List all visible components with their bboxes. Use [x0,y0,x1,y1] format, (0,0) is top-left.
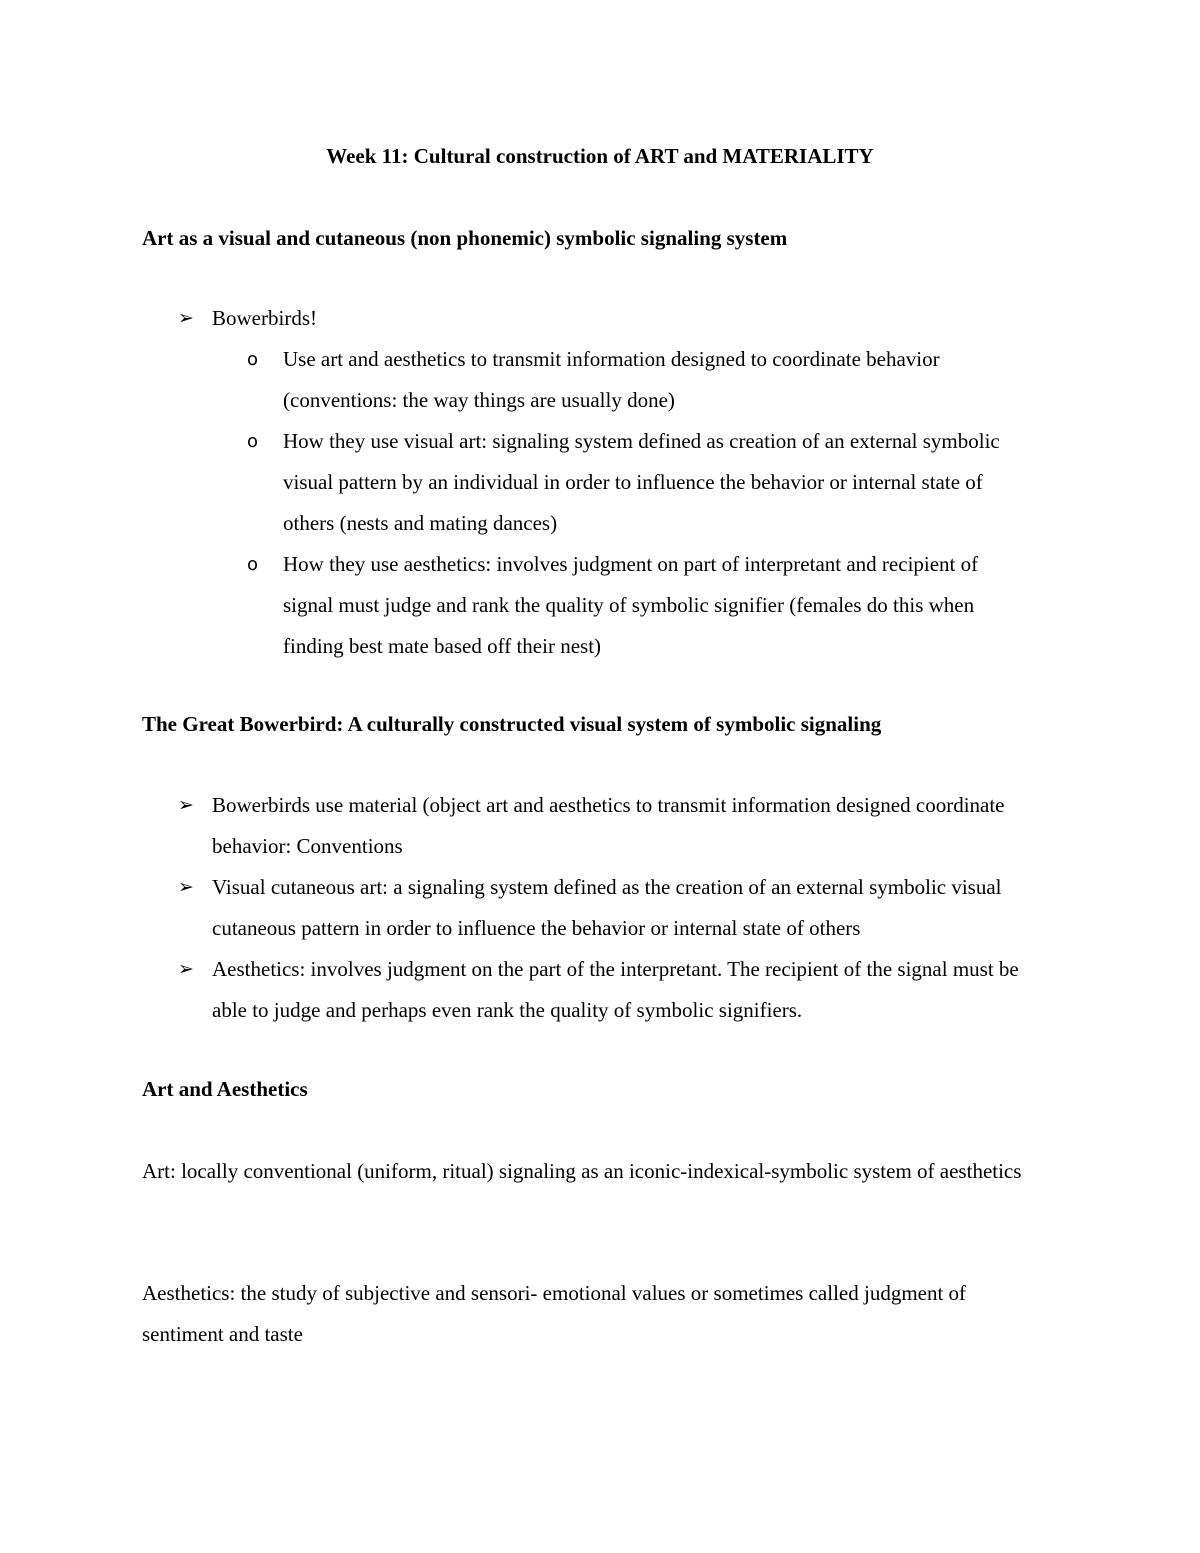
sub-list-item [245,421,1025,544]
list-item-text: Bowerbirds use material (object art and aesthetics to transmit information designed coordinate behavior: Conventions [212,793,1005,858]
arrow-bullet-icon: ➢ [178,958,194,980]
circle-bullet-icon: o [247,349,259,370]
section-heading-art-aesthetics: Art and Aesthetics [142,1077,308,1101]
circle-bullet-icon: o [247,554,259,575]
sub-list-item-text: Use art and aesthetics to transmit information designed to coordinate behavior (conventions: the way things are usually done) [283,347,940,412]
circle-bullet-icon: o [247,431,259,452]
section2-list [142,785,1052,1031]
arrow-bullet-icon: ➢ [178,794,194,816]
list-item-text: Aesthetics: involves judgment on the part of the interpretant. The recipient of the signal must be able to judge and perhaps even rank the quality of symbolic signifiers. [212,957,1019,1022]
arrow-bullet-icon: ➢ [178,876,194,898]
list-item [142,867,1052,949]
sub-list-item [245,544,1025,667]
arrow-bullet-icon: ➢ [178,307,194,329]
sub-list-item-text: How they use visual art: signaling system defined as creation of an external symbolic visual pattern by an individual in order to influence the behavior or internal state of others (nests and mating dances) [283,429,1000,535]
paragraph-aesthetics-definition: Aesthetics: the study of subjective and sensori- emotional values or sometimes called judgment of sentiment and taste [142,1281,967,1346]
list-item [142,785,1052,867]
section1-list [142,298,1052,667]
list-item-text: Bowerbirds! [212,306,317,330]
sub-list-item-text: How they use aesthetics: involves judgment on part of interpretant and recipient of signal must judge and rank the quality of symbolic signifier (females do this when finding best mate based off their nest) [283,552,979,658]
document-title: Week 11: Cultural construction of ART and MATERIALITY [326,144,874,168]
section-heading-great-bowerbird: The Great Bowerbird: A culturally constructed visual system of symbolic signaling [142,712,882,736]
list-item [142,949,1052,1031]
sub-list-item [245,339,1025,421]
section-heading-art-signaling: Art as a visual and cutaneous (non phonemic) symbolic signaling system [142,226,788,250]
paragraph-art-definition: Art: locally conventional (uniform, ritual) signaling as an iconic-indexical-symbolic system of aesthetics [142,1159,1022,1183]
sub-list [245,339,1025,667]
list-item-text: Visual cutaneous art: a signaling system defined as the creation of an external symbolic visual cutaneous pattern in order to influence the behavior or internal state of others [212,875,1002,940]
list-item [142,298,1052,667]
